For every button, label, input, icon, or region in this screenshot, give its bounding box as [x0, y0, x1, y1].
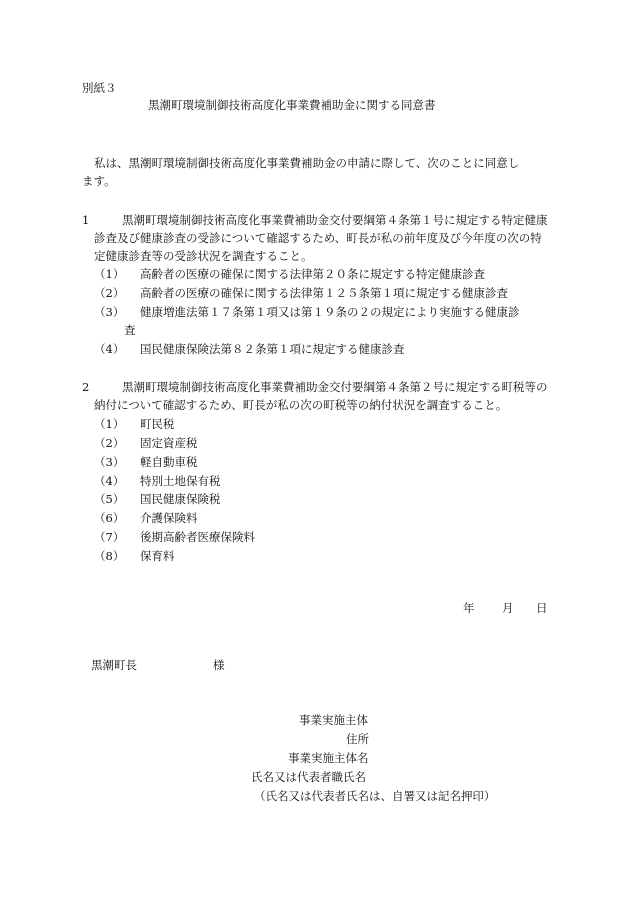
- section-2-item: [94, 473, 221, 490]
- section-1-item: [94, 304, 520, 321]
- intro-line-1: 私は、黒潮町環境制御技術高度化事業費補助金の申請に際して、次のことに同意し: [94, 156, 520, 170]
- section-2-item: [94, 510, 198, 527]
- item-text: 保育料: [140, 549, 175, 563]
- section-2-number: 2: [82, 380, 90, 394]
- section-2-item: [94, 491, 221, 508]
- section-1-line-3: 定健康診査等の受診状況を調査すること。: [94, 249, 313, 263]
- section-2-item: [94, 529, 255, 546]
- date-year-label: 年: [463, 601, 475, 615]
- item-text: 特別土地保有税: [140, 474, 221, 488]
- addressee-honorific: 様: [213, 658, 225, 672]
- item-number: （1）: [94, 267, 125, 281]
- item-number: （4）: [94, 342, 125, 356]
- section-2-item: [94, 454, 198, 471]
- date-day-label: 日: [536, 601, 548, 615]
- address-label: 住所: [346, 732, 369, 746]
- section-2-item: [94, 435, 198, 452]
- item-text: 健康増進法第１７条第１項又は第１９条の２の規定により実施する健康診: [140, 305, 520, 319]
- signature-note: （氏名又は代表者氏名は、自署又は記名押印）: [254, 789, 496, 803]
- item-number: （2）: [94, 286, 125, 300]
- intro-line-2: ます。: [82, 174, 116, 188]
- section-1-item: [94, 266, 485, 283]
- section-1-line-1: 黒潮町環境制御技術高度化事業費補助金交付要綱第４条第１号に規定する特定健康: [122, 213, 548, 227]
- entity-label: 事業実施主体: [299, 713, 368, 727]
- item-text: 軽自動車税: [140, 455, 198, 469]
- section-2-line-2: 納付について確認するため、町長が私の次の町税等の納付状況を調査すること。: [94, 398, 508, 412]
- item-number: （2）: [94, 436, 125, 450]
- representative-name-label: 氏名又は代表者職氏名: [251, 770, 366, 784]
- item-number: （4）: [94, 474, 125, 488]
- item-number: （1）: [94, 417, 125, 431]
- entity-name-label: 事業実施主体名: [288, 751, 369, 765]
- attachment-label: 別紙３: [82, 81, 117, 95]
- section-1-item-3-continuation: 査: [124, 323, 136, 337]
- section-2-item: [94, 416, 175, 433]
- item-text: 国民健康保険税: [140, 492, 221, 506]
- section-1-first-line: [82, 212, 548, 229]
- addressee-name: 黒潮町長: [91, 658, 137, 672]
- item-text: 町民税: [140, 417, 175, 431]
- section-2-item: [94, 548, 175, 565]
- section-1-line-2: 診査及び健康診査の受診について確認するため、町長が私の前年度及び今年度の次の特: [94, 231, 542, 245]
- item-text: 介護保険料: [140, 511, 198, 525]
- item-text: 後期高齢者医療保険料: [140, 530, 255, 544]
- item-text: 高齢者の医療の確保に関する法律第２０条に規定する特定健康診査: [140, 267, 485, 281]
- section-2-line-1: 黒潮町環境制御技術高度化事業費補助金交付要綱第４条第２号に規定する町税等の: [122, 380, 548, 394]
- document-title: 黒潮町環境制御技術高度化事業費補助金に関する同意書: [148, 98, 436, 112]
- section-2-first-line: [82, 379, 548, 396]
- item-number: （5）: [94, 492, 125, 506]
- item-number: （3）: [94, 305, 125, 319]
- item-number: （7）: [94, 530, 125, 544]
- item-text: 国民健康保険法第８２条第１項に規定する健康診査: [140, 342, 405, 356]
- section-1-item: [94, 341, 405, 358]
- item-text: 固定資産税: [140, 436, 198, 450]
- item-number: （6）: [94, 511, 125, 525]
- item-number: （8）: [94, 549, 125, 563]
- section-1-item: [94, 285, 508, 302]
- item-number: （3）: [94, 455, 125, 469]
- item-text: 高齢者の医療の確保に関する法律第１２５条第１項に規定する健康診査: [140, 286, 508, 300]
- date-month-label: 月: [502, 601, 514, 615]
- section-1-number: 1: [82, 213, 90, 227]
